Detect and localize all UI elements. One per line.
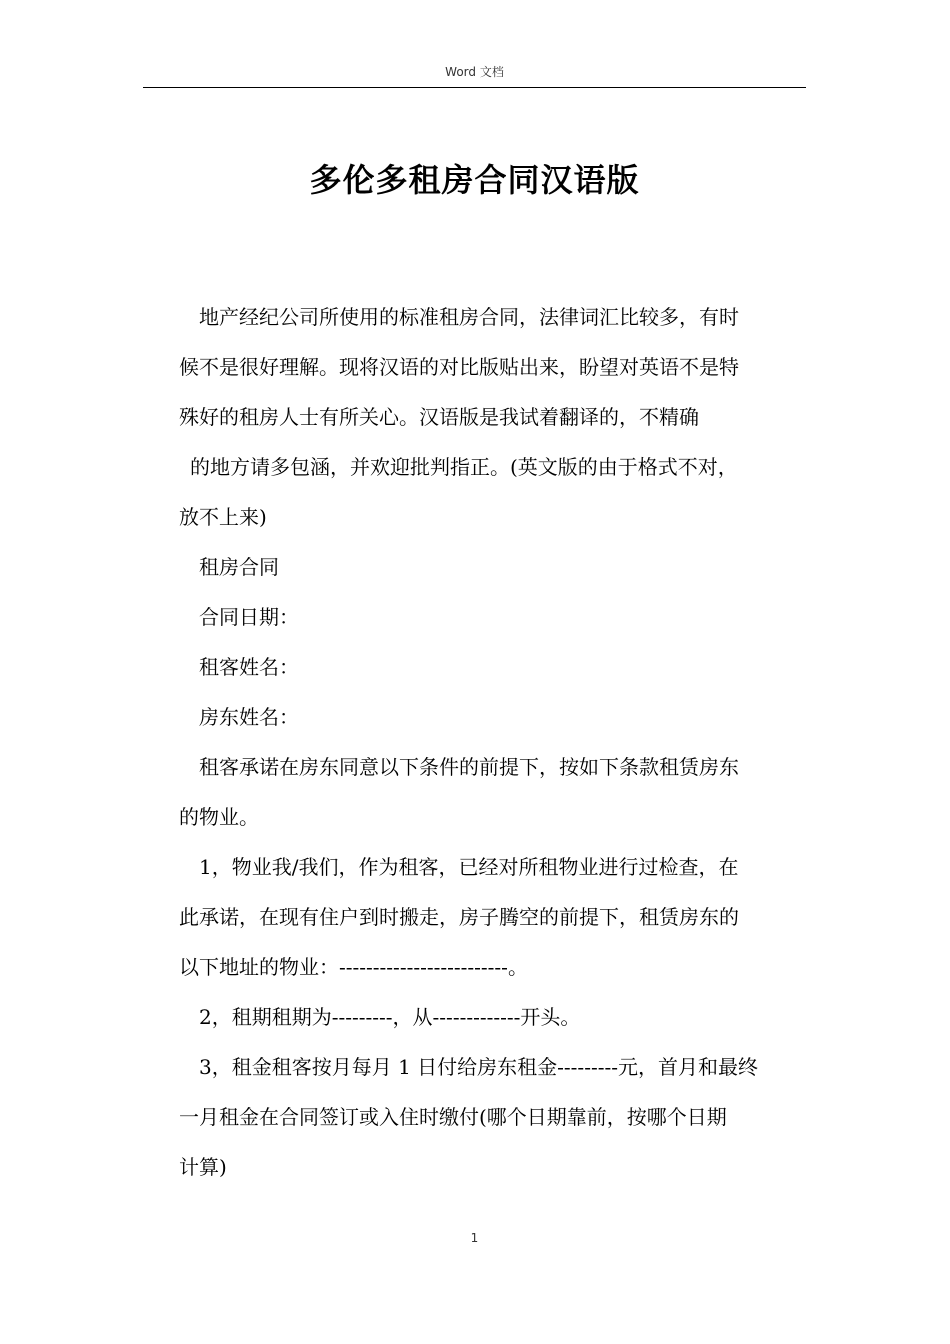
page-header: Word 文档 [445,65,504,79]
document-title: 多伦多租房合同汉语版 [309,161,640,199]
paragraph-line: 计算) [179,1155,227,1179]
header-divider [143,87,806,88]
paragraph-line: 地产经纪公司所使用的标准租房合同，法律词汇比较多，有时 [199,305,739,329]
document-body [179,292,809,1192]
paragraph-line: 以下地址的物业：-------------------------。 [179,955,528,979]
paragraph-line: 合同日期： [199,605,299,629]
paragraph-line: 此承诺，在现有住户到时搬走，房子腾空的前提下，租赁房东的 [179,905,739,929]
page-number: 1 [470,1231,479,1245]
paragraph-line: 房东姓名： [199,705,299,729]
paragraph-line: 的物业。 [179,805,259,829]
paragraph-line: 租客承诺在房东同意以下条件的前提下，按如下条款租赁房东 [199,755,739,779]
paragraph-line: 3，租金租客按月每月 1 日付给房东租金---------元，首月和最终 [199,1055,758,1079]
paragraph-line: 2，租期租期为---------，从-------------开头。 [199,1005,581,1029]
paragraph-line: 租房合同 [199,555,279,579]
paragraph-line: 放不上来) [179,505,267,529]
paragraph-line: 殊好的租房人士有所关心。汉语版是我试着翻译的，不精确 [179,405,699,429]
paragraph-line: 的地方请多包涵，并欢迎批判指正。(英文版的由于格式不对， [190,455,738,479]
paragraph-line: 租客姓名： [199,655,299,679]
paragraph-line: 一月租金在合同签订或入住时缴付(哪个日期靠前，按哪个日期 [179,1105,727,1129]
paragraph-line: 候不是很好理解。现将汉语的对比版贴出来，盼望对英语不是特 [179,355,739,379]
paragraph-line: 1，物业我/我们，作为租客，已经对所租物业进行过检查，在 [199,855,739,879]
